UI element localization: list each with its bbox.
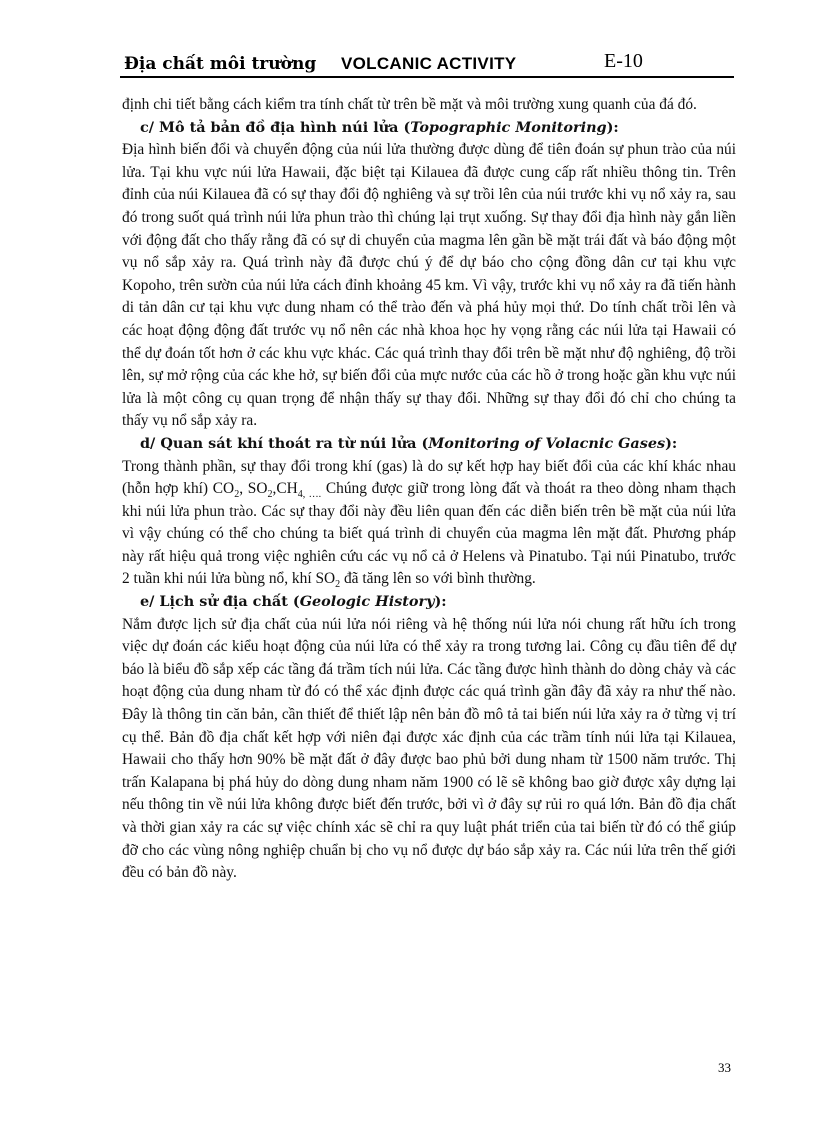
section-d-text-3: ,CH <box>272 480 298 498</box>
section-c-title-en: Topographic Monitoring <box>410 118 607 136</box>
section-d-text-5: đã tăng lên so với bình thường. <box>340 570 536 588</box>
section-e-paragraph: Nắm được lịch sử địa chất của núi lửa nói riêng và hệ thống núi lửa nói chung rất hữu ích trong việc dự đoán các kiểu hoạt động của núi lửa có thể xảy ra trong tương lai. Công cụ đầu tiên để dự báo là biểu đồ sắp xếp các tầng đá trầm tích núi lửa. Các tầng được hình thành do dòng chảy và các hoạt động của dung nham từ đó có thể xác định được các quá trình gần đây đã xảy ra như thế nào. Đây là thông tin căn bản, cần thiết để thiết lập nên bản đồ mô tả tai biến núi lửa xảy ra ở từng vị trí cụ thể. Bản đồ địa chất kết hợp với niên đại được xác định của các trầm tính núi lửa tại Kilauea, Hawaii cho thấy hơn 90% bề mặt đất ở đây được bao phủ bởi dung nham từ 1500 năm trước. Thị trấn Kalapana bị phá hủy do dòng dung nham năm 1900 có lẽ sẽ không bao giờ được xây dựng lại nếu thông tin về núi lửa không được biết đến trước, bởi vì ở đây sự rủi ro quá lớn. Bản đồ địa chất và thời gian xảy ra các sự việc chính xác sẽ chỉ ra quy luật phát triển của tai biến từ đó có thể giúp đỡ cho các vùng nông nghiệp chuẩn bị cho vụ nổ được dự báo sắp xảy ra. Các núi lửa trên thế giới đều có bản đồ này. <box>122 615 736 882</box>
section-d-sub-2: 2 <box>267 489 273 501</box>
section-d-sub-3: 4, …. <box>297 489 322 501</box>
section-e-heading <box>122 591 736 614</box>
section-d-title-en: Monitoring of Volacnic Gases <box>428 434 666 452</box>
section-c-paragraph: Địa hình biến đổi và chuyển động của núi lửa thường được dùng để tiên đoán sự phun trào của núi lửa. Tại khu vực núi lửa Hawaii, đặc biệt tại Kilauea đã được cung cấp rất nhiều thông tin. Trên đỉnh của núi Kilauea đã có sự thay đổi độ nghiêng và sự trồi lên của núi trước khi vụ nổ xảy ra, sau đó trong suốt quá trình núi lửa phun trào thì chúng lại trụt xuống. Sự thay đổi địa hình này gắn liền với động đất cho thấy rằng đã có sự di chuyển của magma lên gần bề mặt trái đất và báo động một vụ nổ sắp xảy ra. Quá trình này đã được chú ý để dự báo cho cộng đồng dân cư tại khu vực Kopoho, trên sườn của núi lửa cách đỉnh khoảng 45 km. Vì vậy, trước khi vụ nổ xảy ra đã tiến hành di tản dân cư tại khu vực dung nham có thể trào đến và phá hủy mọi thứ. Do tính chất trồi lên và các hoạt động động đất trước vụ nổ nên các nhà khoa học hy vọng rằng các núi lửa tại Hawaii có thể dự đoán tốt hơn ở các khu vực khác. Các quá trình thay đổi trên bề mặt như độ nghiêng, độ trồi lên, sự mở rộng của các khe hở, sự biến đổi của mực nước của các hồ ở trong hoặc gần khu vực núi lửa là một công cụ quan trọng để nhận thấy sự thay đổi. Những sự thay đổi đó chỉ cho chúng ta thấy vụ nổ sắp xảy ra. <box>122 141 736 430</box>
section-e-title-en: Geologic History <box>299 593 435 611</box>
section-d-text-2: , SO <box>239 480 268 498</box>
section-c-title: c/ Mô tả bản đồ địa hình núi lửa ( <box>140 118 411 136</box>
section-d-title-close: ): <box>665 434 678 452</box>
page-header <box>120 46 734 80</box>
page-number: 33 <box>718 1060 731 1075</box>
section-d-paragraph <box>122 456 736 592</box>
section-c-title-close: ): <box>606 118 619 136</box>
section-d-text-4: Chúng được giữ trong lòng đất và thoát ra theo dòng nham thạch khi núi lửa phun trào. Các sự thay đổi này đều liên quan đến các diễn biến trên bề mặt của núi lửa vì vậy chúng có thể cho chúng ta biết quá trình di chuyển của magma lên mặt đất. Phương pháp này rất hiệu quả trong việc nghiên cứu các vụ nổ cả ở Helens và Pinatubo. Tại núi Pinatubo, trước 2 tuần khi núi lửa bùng nổ, khí SO <box>122 480 736 588</box>
section-d-title: d/ Quan sát khí thoát ra từ núi lửa ( <box>140 434 429 452</box>
page-body <box>122 94 736 885</box>
section-e-title: e/ Lịch sử địa chất ( <box>140 593 300 611</box>
section-d-heading <box>122 433 736 456</box>
intro-paragraph: định chi tiết bằng cách kiểm tra tính chất từ trên bề mặt và môi trường xung quanh của đá đó. <box>122 96 697 113</box>
header-subject: Địa chất môi trường <box>124 54 317 74</box>
header-code: E-10 <box>604 50 643 72</box>
section-d-text-1: Trong thành phần, sự thay đổi trong khí (gas) là do sự kết hợp hay biết đổi của các khí khác nhau (hỗn hợp khí) CO <box>122 457 736 498</box>
section-d-sub-1: 2 <box>234 489 240 501</box>
header-rule <box>120 76 734 78</box>
section-c-heading <box>122 117 736 140</box>
section-d-sub-4: 2 <box>335 579 341 591</box>
header-title: VOLCANIC ACTIVITY <box>341 54 517 73</box>
section-e-title-close: ): <box>434 593 447 611</box>
